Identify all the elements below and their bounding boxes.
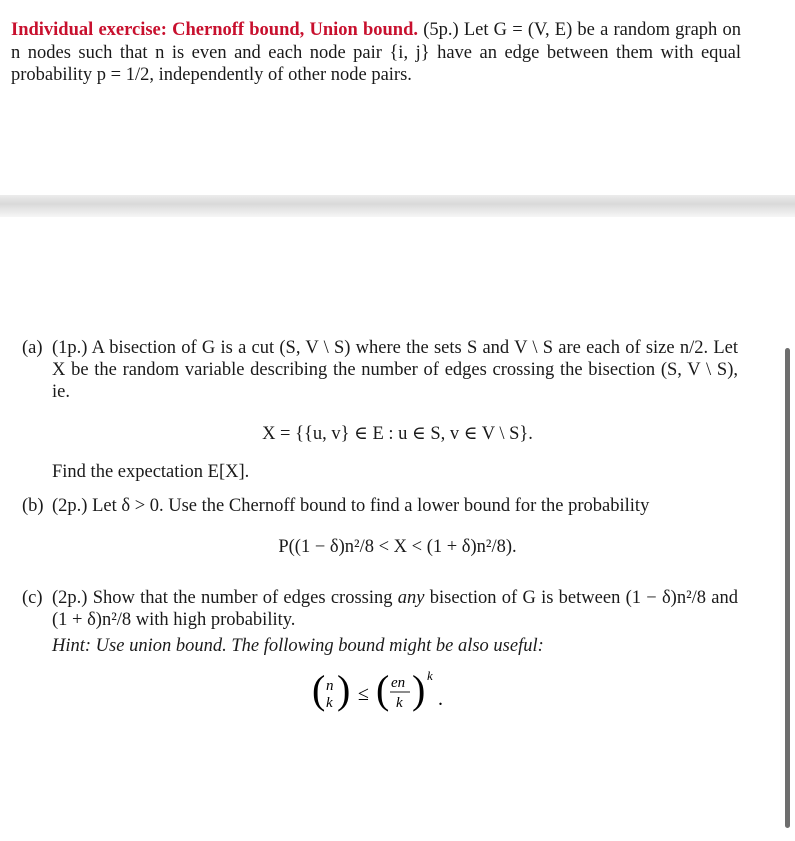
part-a-followup: Find the expectation E[X]. xyxy=(52,462,250,482)
frac-denominator: k xyxy=(396,695,403,711)
part-a-equation: X = {{u, v} ∈ E : u ∈ S, v ∈ V \ S}. xyxy=(262,424,533,444)
intro-text-2: between them with equal probability p = 1/2, independently of other node pairs. xyxy=(11,42,742,85)
frac-right-paren: ) xyxy=(412,667,426,712)
part-b-equation: P((1 − δ)n²/8 < X < (1 + δ)n²/8). xyxy=(278,537,517,557)
formula-period: . xyxy=(438,688,443,710)
part-c-text-after: bisection of G is between (1 − δ)n²/8 and (1 + δ)n²/8 with high probability. xyxy=(52,588,738,630)
part-a-text: (1p.) A bisection of G is a cut (S, V \ S) where the sets S and V \ S are each of size n/2. Let X be the random variable describing the number of edges crossing the bisection (S, V \ S), ie. xyxy=(52,338,738,402)
binom-bottom: k xyxy=(326,695,333,711)
frac-numerator: en xyxy=(391,675,406,691)
page-bottom xyxy=(0,217,795,841)
page-divider xyxy=(0,195,795,217)
part-b-label: (b) xyxy=(22,496,44,516)
intro-paragraph xyxy=(11,19,741,87)
part-c-emphasis: any xyxy=(397,588,425,608)
binom-right-paren: ) xyxy=(337,667,351,712)
binom-left-paren: ( xyxy=(312,667,326,712)
part-c-hint: Hint: Use union bound. The following bound might be also useful: xyxy=(52,636,544,656)
part-a-label: (a) xyxy=(22,338,43,358)
scrollbar[interactable] xyxy=(785,348,790,828)
exercise-points: (5p.) xyxy=(423,20,459,40)
page-top xyxy=(0,0,795,195)
binomial-bound-formula xyxy=(306,667,486,727)
leq-symbol: ≤ xyxy=(358,683,369,705)
exponent: k xyxy=(427,668,433,683)
binom-top: n xyxy=(326,678,334,694)
part-c-text-before: (2p.) Show that the number of edges crossing xyxy=(52,588,398,608)
part-c-text xyxy=(52,587,738,631)
frac-left-paren: ( xyxy=(376,667,390,712)
part-c-label: (c) xyxy=(22,588,43,608)
part-b-text: (2p.) Let δ > 0. Use the Chernoff bound to find a lower bound for the probability xyxy=(52,496,650,516)
exercise-heading: Individual exercise: Chernoff bound, Union bound. xyxy=(11,20,418,40)
intro-text-1: Let G = (V, E) be a random graph on n nodes such that n is even and each node pair {i, j} have an edge xyxy=(11,20,741,63)
